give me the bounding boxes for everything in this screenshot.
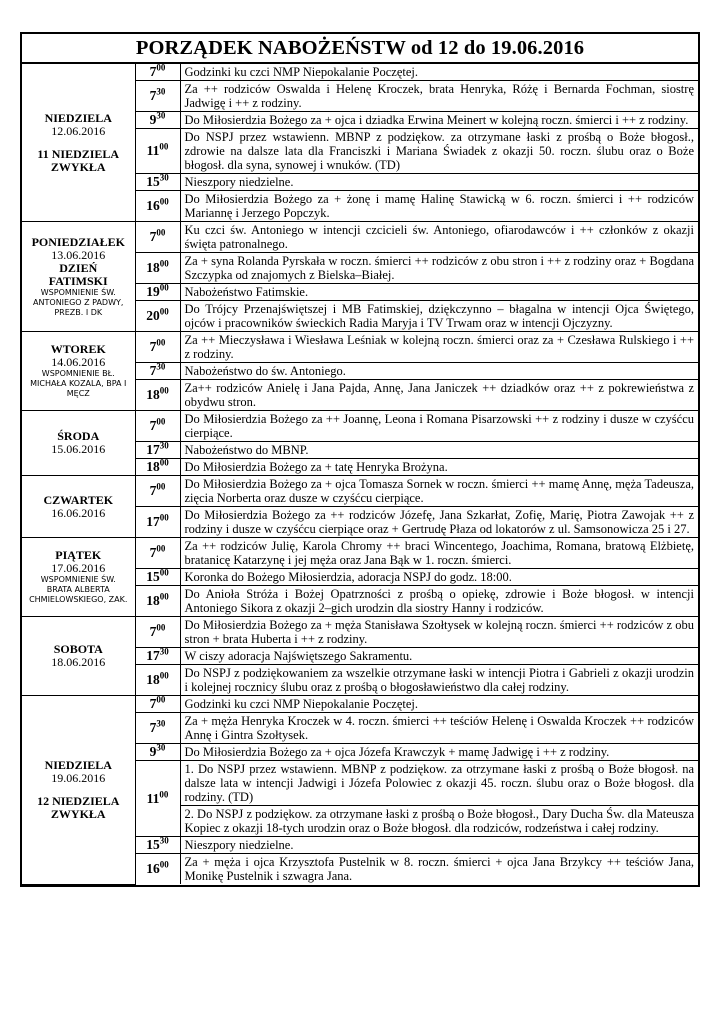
day-date: 17.06.2016 — [51, 561, 106, 575]
schedule-row — [22, 696, 698, 713]
mass-time — [135, 586, 180, 617]
mass-hour: 17 — [146, 442, 160, 457]
day-cell — [22, 696, 135, 885]
day-name: PONIEDZIAŁEK — [31, 234, 125, 249]
day-memorial: WSPOMNIENIE BŁ. — [41, 369, 115, 378]
mass-time — [135, 648, 180, 665]
mass-time — [135, 191, 180, 222]
mass-intention: Do Miłosierdzia Bożego za + ojca Józefa Krawczyk + mamę Jadwigę i ++ z rodziny. — [180, 744, 698, 761]
mass-time — [135, 81, 180, 112]
mass-minutes: 00 — [156, 227, 166, 238]
mass-minutes: 00 — [159, 512, 169, 523]
mass-intention: Godzinki ku czci NMP Niepokalanie Poczętej. — [180, 64, 698, 81]
mass-intention: Koronka do Bożego Miłosierdzia, adoracja NSPJ do godz. 18:00. — [180, 569, 698, 586]
mass-minutes: 00 — [156, 481, 166, 492]
day-subtitle: ZWYKŁA — [50, 159, 106, 174]
mass-hour: 11 — [146, 790, 160, 806]
day-memorial: WSPOMNIENIE ŚW. — [40, 287, 116, 297]
mass-hour: 7 — [149, 696, 157, 711]
mass-intention: Za + męża Henryka Kroczek w 4. roczn. śmierci ++ teściów Helenę i Oswalda Kroczek ++ rodziców Annę i Gintra Szołtysek. — [180, 713, 698, 744]
mass-minutes: 00 — [159, 258, 169, 269]
schedule-row — [22, 538, 698, 569]
mass-intention: 2. Do NSPJ z podziękow. za otrzymane łaski z prośbą o Boże błogosł., Dary Ducha Św. dla Mateusza Kopiec z okazji 18-tych urodzin oraz o Boże błogosł. dla rodziców, rodzeństwa i całej rodziny. — [180, 806, 698, 837]
day-name: ŚRODA — [57, 429, 100, 443]
mass-minutes: 00 — [159, 196, 169, 207]
day-memorial: CHMIELOWSKIEGO, ZAK. — [29, 595, 128, 604]
day-date: 15.06.2016 — [51, 442, 106, 456]
schedule-row — [22, 64, 698, 81]
mass-intention: Nabożeństwo do MBNP. — [180, 442, 698, 459]
mass-time — [135, 222, 180, 253]
mass-minutes: 00 — [159, 282, 169, 293]
mass-minutes: 00 — [156, 622, 166, 633]
mass-minutes: 00 — [159, 567, 169, 578]
mass-time — [135, 380, 180, 411]
day-name: NIEDZIELA — [44, 110, 112, 125]
mass-time — [135, 837, 180, 854]
mass-minutes: 30 — [156, 86, 166, 97]
mass-intention: Godzinki ku czci NMP Niepokalanie Poczętej. — [180, 696, 698, 713]
mass-minutes: 00 — [156, 337, 166, 348]
mass-hour: 18 — [146, 672, 160, 687]
mass-minutes: 00 — [159, 670, 169, 681]
mass-time — [135, 507, 180, 538]
mass-hour: 15 — [146, 837, 160, 852]
mass-time — [135, 174, 180, 191]
mass-intention: Nabożeństwo do św. Antoniego. — [180, 363, 698, 380]
mass-hour: 18 — [146, 593, 160, 608]
day-cell — [22, 64, 135, 222]
schedule-document — [20, 32, 700, 887]
day-date: 12.06.2016 — [51, 123, 106, 138]
day-cell — [22, 476, 135, 538]
mass-time — [135, 761, 180, 837]
mass-hour: 7 — [149, 64, 157, 79]
mass-time — [135, 112, 180, 129]
mass-time — [135, 476, 180, 507]
mass-intention: Do Trójcy Przenajświętszej i MB Fatimskiej, dziękczynno – błagalna w intencji Ojca Świętego, ojców i pracowników świeckich Radia Maryja i TV Trwam oraz w intencji Ojczyzny. — [180, 301, 698, 332]
mass-minutes: 00 — [159, 385, 169, 396]
day-memorial: PREZB. I DK — [54, 307, 103, 317]
mass-minutes: 00 — [159, 141, 169, 152]
mass-intention: Za + syna Rolanda Pyrskała w roczn. śmierci ++ rodziców z obu stron i ++ z rodziny oraz + Bogdana Szczypka od znajomych z Bielska–Białej. — [180, 253, 698, 284]
mass-time — [135, 129, 180, 174]
mass-hour: 15 — [146, 174, 160, 189]
mass-minutes: 30 — [156, 718, 166, 729]
mass-minutes: 00 — [156, 416, 166, 427]
mass-hour: 7 — [149, 624, 157, 639]
mass-time — [135, 332, 180, 363]
mass-minutes: 00 — [159, 306, 169, 317]
mass-time — [135, 569, 180, 586]
day-subtitle: ZWYKŁA — [50, 806, 106, 821]
day-subtitle: FATIMSKI — [48, 273, 108, 288]
mass-intention: Do Miłosierdzia Bożego za + męża Stanisława Szołtysek w kolejną roczn. śmierci ++ rodziców z obu stron + brata Huberta i ++ z rodziny. — [180, 617, 698, 648]
mass-intention: Do Miłosierdzia Bożego za + żonę i mamę Halinę Stawicką w 6. roczn. śmierci i ++ rodziców Mariannę i Jerzego Popczyk. — [180, 191, 698, 222]
mass-time — [135, 538, 180, 569]
day-date: 16.06.2016 — [51, 505, 106, 520]
mass-minutes: 30 — [156, 110, 166, 121]
mass-time — [135, 713, 180, 744]
mass-schedule-table — [22, 63, 698, 885]
mass-minutes: 30 — [159, 440, 169, 451]
mass-minutes: 30 — [159, 646, 169, 657]
mass-intention: Za ++ Mieczysława i Wiesława Leśniak w kolejną roczn. śmierci oraz za + Czesława Rulskiego i ++ z rodziny. — [180, 332, 698, 363]
mass-time — [135, 744, 180, 761]
mass-intention: Do Miłosierdzia Bożego za + ojca i dziadka Erwina Meinert w kolejną roczn. śmierci i ++ z rodziny. — [180, 112, 698, 129]
day-name: SOBOTA — [53, 642, 103, 656]
mass-minutes: 00 — [159, 457, 169, 468]
mass-hour: 7 — [149, 483, 157, 498]
mass-time — [135, 696, 180, 713]
mass-intention: Nieszpory niedzielne. — [180, 174, 698, 191]
mass-hour: 18 — [146, 459, 160, 474]
mass-intention: 1. Do NSPJ przez wstawienn. MBNP z podziękow. za otrzymane łaski z prośbą o Boże błogosł. na dalsze lata w intencji Jadwigi i Józefa Polowiec z okazji 45. roczn. ślubu oraz o Boże błogosł. dla rodziny. (TD) — [180, 761, 698, 806]
mass-hour: 19 — [146, 284, 160, 299]
mass-intention: Do Miłosierdzia Bożego za + ojca Tomasza Sornek w roczn. śmierci ++ mamę Annę, męża Tadeusza, zięcia Norberta oraz dusze w czyśćcu cierpiące. — [180, 476, 698, 507]
mass-hour: 16 — [146, 861, 160, 876]
mass-intention: Do NSPJ z podziękowaniem za wszelkie otrzymane łaski w intencji Piotra i Gabrieli z okazji urodzin i kolejnej rocznicy ślubu oraz z prośbą o błogosławieństwo dla całej rodziny. — [180, 665, 698, 696]
day-memorial: MICHAŁA KOZALA, BPA I — [30, 379, 127, 388]
schedule-row — [22, 476, 698, 507]
day-subtitle: 12 NIEDZIELA — [37, 793, 120, 808]
mass-intention: Za ++ rodziców Julię, Karola Chromy ++ braci Wincentego, Joachima, Romana, bratową Elżbietę, bratanicę Katarzynę i jej męża oraz Jana Bąk w 1. roczn. śmierci. — [180, 538, 698, 569]
day-memorial: ANTONIEGO Z PADWY, — [33, 297, 124, 307]
mass-hour: 17 — [146, 648, 160, 663]
day-date: 18.06.2016 — [51, 655, 106, 669]
mass-hour: 7 — [149, 229, 157, 244]
mass-time — [135, 411, 180, 442]
day-cell — [22, 222, 135, 332]
mass-intention: Do Anioła Stróża i Bożej Opatrzności z prośbą o opiekę, zdrowie i Boże błogosł. w intencji Antoniego Sikora z okazji 2–gich urodzin dla siostry Hanny i rodziców. — [180, 586, 698, 617]
mass-time — [135, 617, 180, 648]
mass-intention: Za + męża i ojca Krzysztofa Pustelnik w 8. roczn. śmierci + ojca Jana Brzykcy ++ teściów Jana, Monikę Pustelnik i szwagra Jana. — [180, 854, 698, 885]
page-title: PORZĄDEK NABOŻEŃSTW od 12 do 19.06.2016 — [22, 34, 698, 63]
mass-hour: 18 — [146, 387, 160, 402]
day-name: CZWARTEK — [43, 492, 114, 507]
day-memorial: MĘCZ — [66, 389, 90, 398]
mass-hour: 7 — [149, 363, 157, 378]
day-cell — [22, 617, 135, 696]
mass-minutes: 00 — [159, 789, 169, 799]
mass-intention: Do NSPJ przez wstawienn. MBNP z podziękow. za otrzymane łaski z prośbą o Boże błogosł., zdrowie na dalsze lata dla Franciszki i Mariana Świadek z okazji 50. roczn. ślubu oraz o Boże błogosł. dla syna, synowej i wnuków. (TD) — [180, 129, 698, 174]
day-subtitle: DZIEŃ — [59, 260, 98, 275]
day-spacer — [23, 138, 134, 148]
schedule-row — [22, 411, 698, 442]
mass-intention: Ku czci św. Antoniego w intencji czcicieli św. Antoniego, ofiarodawców i ++ członków z okazji święta patronalnego. — [180, 222, 698, 253]
day-memorial: WSPOMNIENIE ŚW. — [40, 575, 116, 584]
day-date: 14.06.2016 — [51, 355, 106, 369]
mass-intention: Nieszpory niedzielne. — [180, 837, 698, 854]
schedule-row — [22, 617, 698, 648]
mass-minutes: 30 — [156, 361, 166, 372]
day-subtitle: 11 NIEDZIELA — [37, 146, 120, 161]
day-cell — [22, 411, 135, 476]
mass-minutes: 00 — [156, 543, 166, 554]
mass-hour: 18 — [146, 260, 160, 275]
mass-hour: 7 — [149, 339, 157, 354]
mass-intention: Nabożeństwo Fatimskie. — [180, 284, 698, 301]
mass-time — [135, 284, 180, 301]
mass-intention: Za++ rodziców Anielę i Jana Pajda, Annę, Jana Janiczek ++ dziadków oraz ++ z pokrewieństwa z obydwu stron. — [180, 380, 698, 411]
mass-minutes: 00 — [156, 694, 166, 705]
mass-minutes: 00 — [159, 591, 169, 602]
schedule-row — [22, 222, 698, 253]
schedule-row — [22, 332, 698, 363]
mass-hour: 9 — [149, 112, 157, 127]
mass-time — [135, 665, 180, 696]
mass-hour: 7 — [149, 720, 157, 735]
mass-hour: 9 — [149, 744, 157, 759]
mass-intention: W ciszy adoracja Najświętszego Sakramentu. — [180, 648, 698, 665]
mass-minutes: 00 — [159, 859, 169, 870]
day-name: NIEDZIELA — [44, 757, 112, 772]
mass-intention: Do Miłosierdzia Bożego za ++ Joannę, Leona i Romana Pisarzowski ++ z rodziny i dusze w czyśćcu cierpiące. — [180, 411, 698, 442]
mass-intention: Do Miłosierdzia Bożego za + tatę Henryka Brożyna. — [180, 459, 698, 476]
day-name: PIĄTEK — [55, 548, 102, 562]
mass-time — [135, 301, 180, 332]
mass-intention: Do Miłosierdzia Bożego za ++ rodziców Józefę, Jana Szkarłat, Zofię, Marię, Piotra Zawojak ++ z rodziny i dusze w czyśćcu cierpiące oraz + Gertrudę Płaza od lokatorów z ul. Samsonowicza 25 i 27. — [180, 507, 698, 538]
mass-minutes: 30 — [159, 172, 169, 183]
mass-minutes: 00 — [156, 62, 166, 73]
day-cell — [22, 538, 135, 617]
mass-hour: 20 — [146, 308, 160, 323]
mass-hour: 7 — [149, 418, 157, 433]
mass-time — [135, 253, 180, 284]
mass-minutes: 30 — [156, 742, 166, 753]
mass-time — [135, 64, 180, 81]
mass-hour: 16 — [146, 198, 160, 213]
mass-hour: 7 — [149, 545, 157, 560]
mass-minutes: 30 — [159, 835, 169, 846]
day-cell — [22, 332, 135, 411]
mass-hour: 11 — [146, 143, 160, 158]
mass-time — [135, 442, 180, 459]
day-memorial: BRATA ALBERTA — [46, 585, 110, 594]
mass-time — [135, 854, 180, 885]
mass-time — [135, 459, 180, 476]
mass-hour: 15 — [146, 569, 160, 584]
mass-intention: Za ++ rodziców Oswalda i Helenę Kroczek, brata Henryka, Różę i Bernarda Fochman, siostrę Jadwigę i ++ z rodziny. — [180, 81, 698, 112]
mass-hour: 7 — [149, 88, 157, 103]
day-date: 13.06.2016 — [51, 247, 106, 262]
day-name: WTOREK — [50, 342, 106, 356]
day-date: 19.06.2016 — [51, 770, 106, 785]
mass-time — [135, 363, 180, 380]
mass-hour: 17 — [146, 514, 160, 529]
